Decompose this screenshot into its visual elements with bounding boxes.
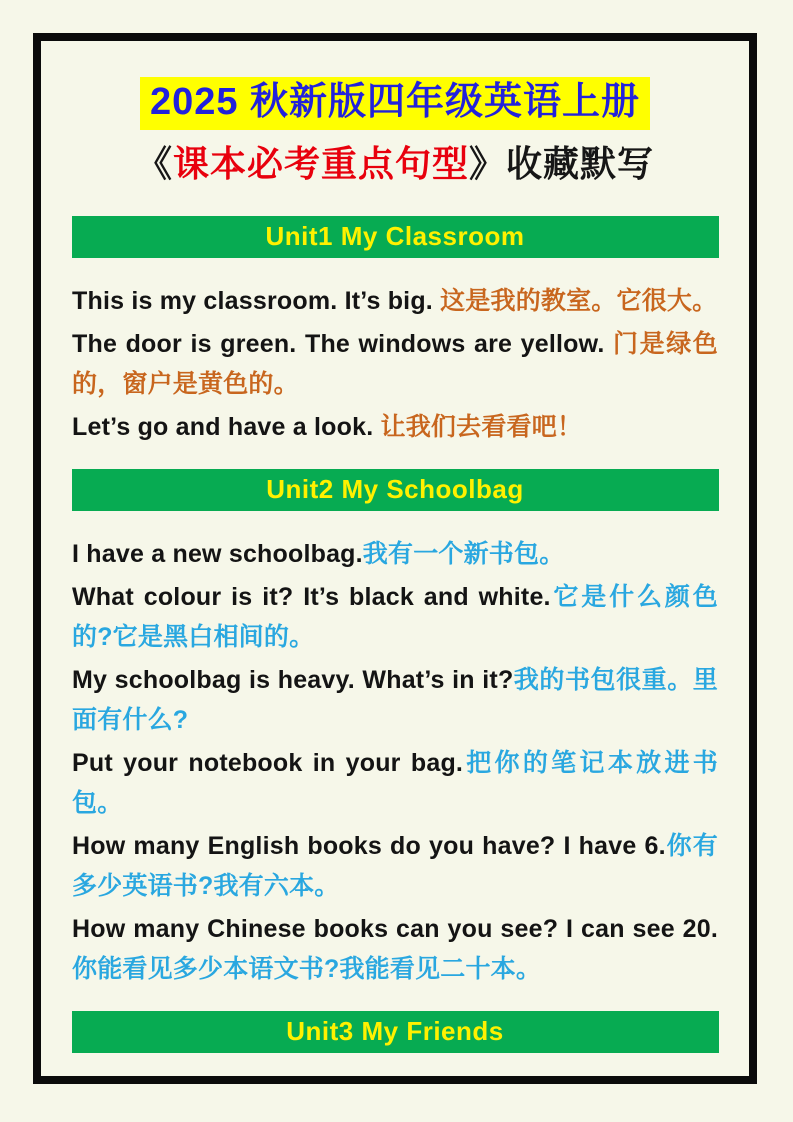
page-title — [71, 77, 719, 130]
page-subtitle — [71, 142, 719, 185]
page-content — [41, 77, 749, 1112]
unit-banner-label: Unit1 My Classroom — [265, 221, 525, 252]
sentence-zh: 门是绿色的，窗户是黄色的。 — [72, 329, 718, 398]
unit-banner-label: Unit3 My Friends — [286, 1016, 504, 1047]
unit-banner — [72, 216, 719, 258]
sentence-line — [72, 909, 718, 989]
sentence-list — [72, 534, 718, 989]
subtitle-bracket-right: 》 — [469, 142, 507, 184]
sentence-en: My schoolbag is heavy. What’s in it? — [72, 665, 514, 694]
page-frame — [33, 33, 757, 1084]
subtitle-highlight: 课本必考重点句型 — [172, 142, 469, 184]
unit-banner — [72, 469, 719, 511]
unit-section — [71, 469, 719, 989]
sentence-line — [72, 281, 718, 321]
unit-section — [71, 216, 719, 447]
sentence-zh: 它是什么颜色的?它是黑白相间的。 — [72, 582, 719, 651]
sections — [71, 216, 719, 1053]
sentence-en: Let’s go and have a look. — [72, 412, 381, 441]
sentence-line — [72, 826, 718, 906]
sentence-en: Put your notebook in your bag. — [72, 748, 464, 777]
unit-banner-label: Unit2 My Schoolbag — [266, 474, 524, 505]
sentence-line — [72, 660, 718, 740]
sentence-line — [72, 743, 718, 823]
sentence-line — [72, 324, 718, 404]
sentence-en: The door is green. The windows are yellow. — [72, 329, 614, 358]
sentence-line — [72, 577, 718, 657]
sentence-list — [72, 281, 718, 447]
sentence-zh: 把你的笔记本放进书包。 — [72, 748, 718, 817]
sentence-zh: 我有一个新书包。 — [362, 539, 565, 568]
sentence-line — [72, 534, 718, 574]
sentence-line — [72, 407, 718, 447]
page-title-highlight: 2025 秋新版四年级英语上册 — [140, 77, 650, 130]
sentence-zh: 这是我的教室。它很大。 — [440, 286, 718, 315]
sentence-zh: 我的书包很重。里面有什么? — [72, 665, 718, 734]
sentence-zh: 让我们去看看吧！ — [380, 412, 583, 441]
sentence-en: What colour is it? It’s black and white. — [72, 582, 551, 611]
sentence-zh: 你能看见多少本语文书?我能看见二十本。 — [72, 954, 542, 983]
subtitle-bracket-left: 《 — [135, 142, 173, 184]
unit-banner — [72, 1011, 719, 1053]
sentence-en: How many Chinese books can you see? I can see 20. — [72, 914, 718, 943]
unit-section — [71, 1011, 719, 1053]
sentence-zh: 你有多少英语书?我有六本。 — [72, 831, 718, 900]
sentence-en: This is my classroom. It’s big. — [72, 286, 441, 315]
subtitle-suffix: 收藏默写 — [506, 142, 655, 184]
sentence-en: How many English books do you have? I have 6. — [72, 831, 666, 860]
sentence-en: I have a new schoolbag. — [72, 539, 363, 568]
